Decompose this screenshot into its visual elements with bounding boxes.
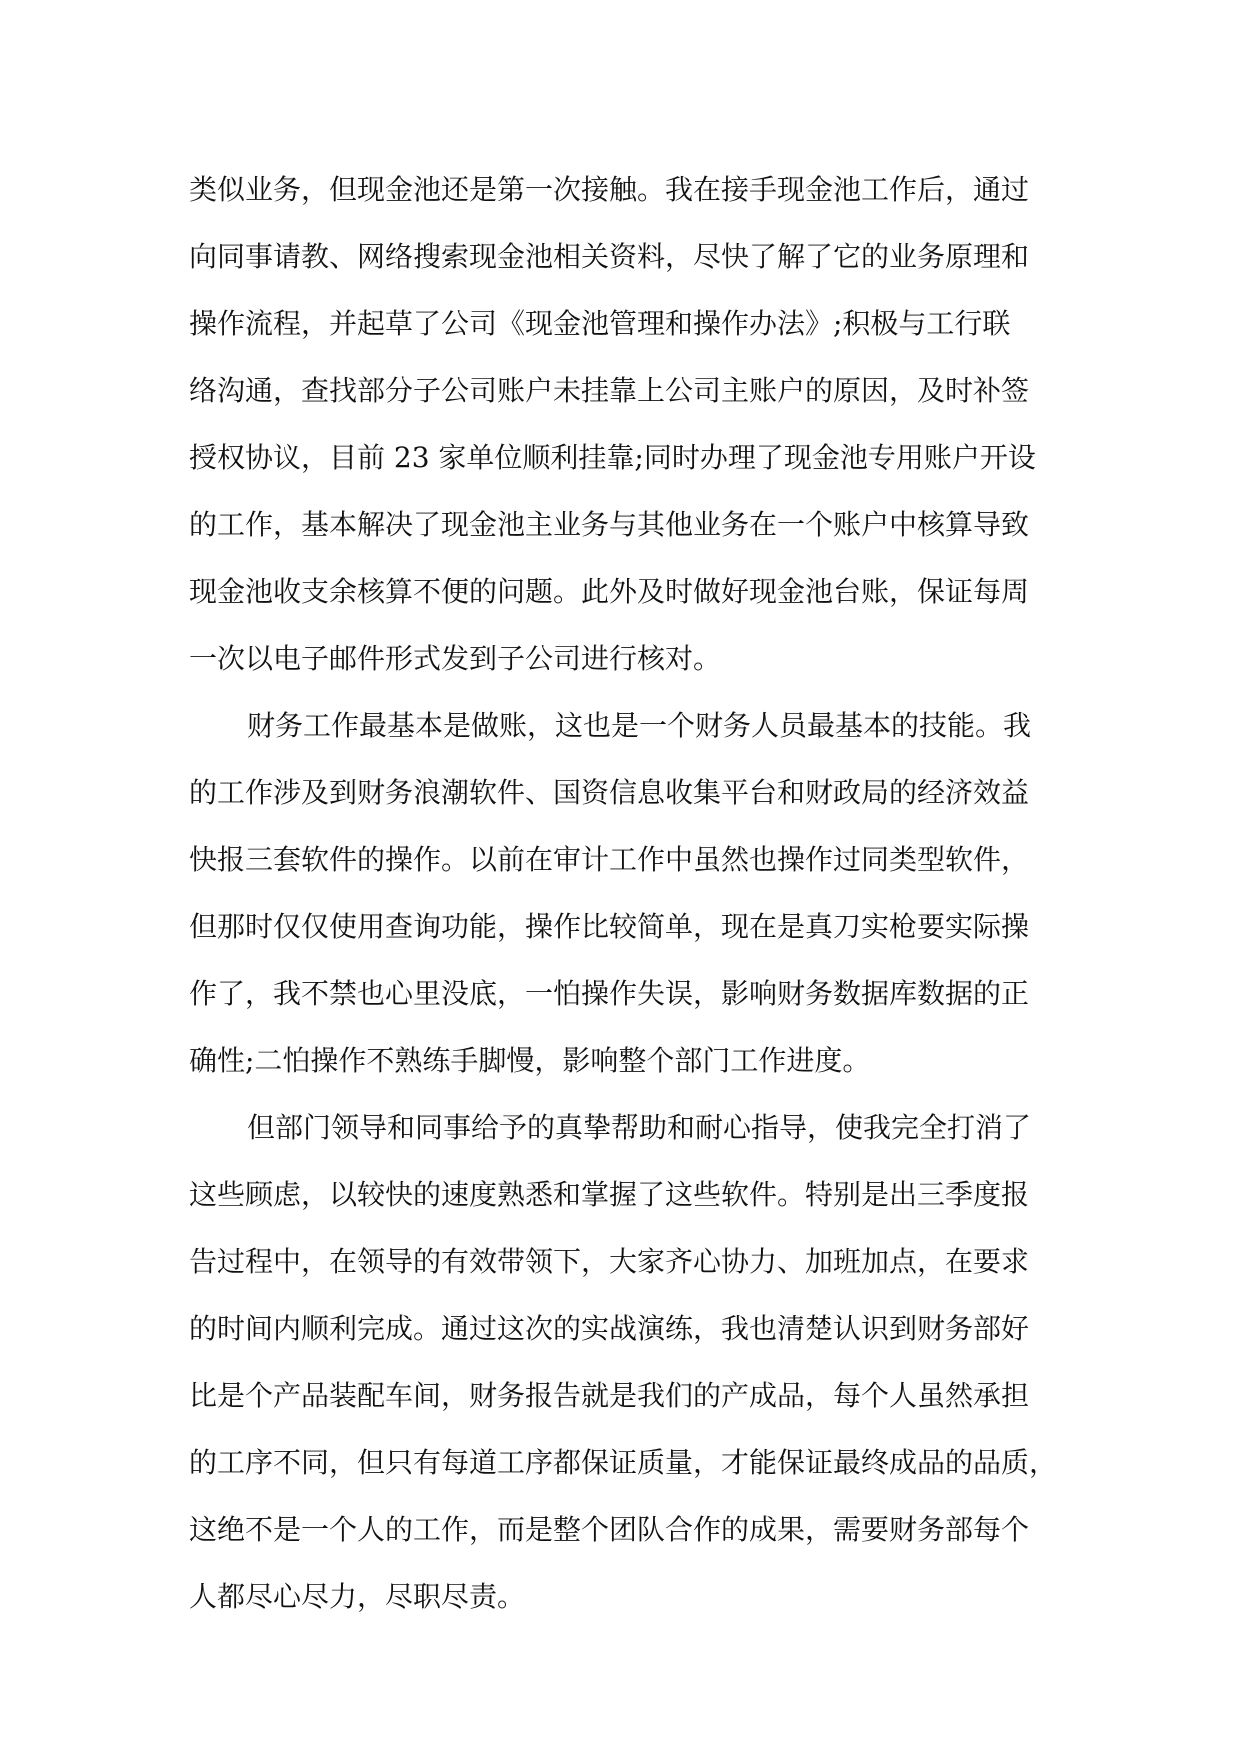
paragraph-cash-pool bbox=[189, 156, 1079, 692]
text-line: 授权协议，目前 23 家单位顺利挂靠;同时办理了现金池专用账户开设 bbox=[189, 441, 1036, 474]
text-line: 快报三套软件的操作。以前在审计工作中虽然也操作过同类型软件， bbox=[189, 843, 1030, 876]
text-line: 但部门领导和同事给予的真挚帮助和耐心指导，使我完全打消了 bbox=[247, 1111, 1032, 1144]
text-line: 但那时仅仅使用查询功能，操作比较简单，现在是真刀实枪要实际操 bbox=[189, 910, 1030, 943]
text-line: 财务工作最基本是做账，这也是一个财务人员最基本的技能。我 bbox=[247, 709, 1032, 742]
text-line: 确性;二怕操作不熟练手脚慢，影响整个部门工作进度。 bbox=[189, 1044, 871, 1077]
text-line: 的时间内顺利完成。通过这次的实战演练，我也清楚认识到财务部好 bbox=[189, 1312, 1030, 1345]
text-line: 现金池收支余核算不便的问题。此外及时做好现金池台账，保证每周 bbox=[189, 575, 1030, 608]
paragraph-teamwork bbox=[189, 1094, 1079, 1630]
text-line: 络沟通，查找部分子公司账户未挂靠上公司主账户的原因，及时补签 bbox=[189, 374, 1030, 407]
text-line: 的工作，基本解决了现金池主业务与其他业务在一个账户中核算导致 bbox=[189, 508, 1030, 541]
text-line: 这些顾虑，以较快的速度熟悉和掌握了这些软件。特别是出三季度报 bbox=[189, 1178, 1030, 1211]
text-line: 作了，我不禁也心里没底，一怕操作失误，影响财务数据库数据的正 bbox=[189, 977, 1030, 1010]
text-line: 的工序不同，但只有每道工序都保证质量，才能保证最终成品的品质， bbox=[189, 1446, 1058, 1479]
document-body bbox=[189, 156, 1079, 1630]
text-line: 操作流程，并起草了公司《现金池管理和操作办法》;积极与工行联 bbox=[189, 307, 1011, 340]
text-line: 比是个产品装配车间，财务报告就是我们的产成品，每个人虽然承担 bbox=[189, 1379, 1030, 1412]
text-line: 一次以电子邮件形式发到子公司进行核对。 bbox=[189, 642, 722, 675]
text-line: 告过程中，在领导的有效带领下，大家齐心协力、加班加点，在要求 bbox=[189, 1245, 1030, 1278]
text-line: 人都尽心尽力，尽职尽责。 bbox=[189, 1580, 526, 1613]
text-line: 的工作涉及到财务浪潮软件、国资信息收集平台和财政局的经济效益 bbox=[189, 776, 1030, 809]
text-line: 类似业务，但现金池还是第一次接触。我在接手现金池工作后，通过 bbox=[189, 173, 1030, 206]
paragraph-accounting-software bbox=[189, 692, 1079, 1094]
text-line: 向同事请教、网络搜索现金池相关资料，尽快了解了它的业务原理和 bbox=[189, 240, 1030, 273]
text-line: 这绝不是一个人的工作，而是整个团队合作的成果，需要财务部每个 bbox=[189, 1513, 1030, 1546]
